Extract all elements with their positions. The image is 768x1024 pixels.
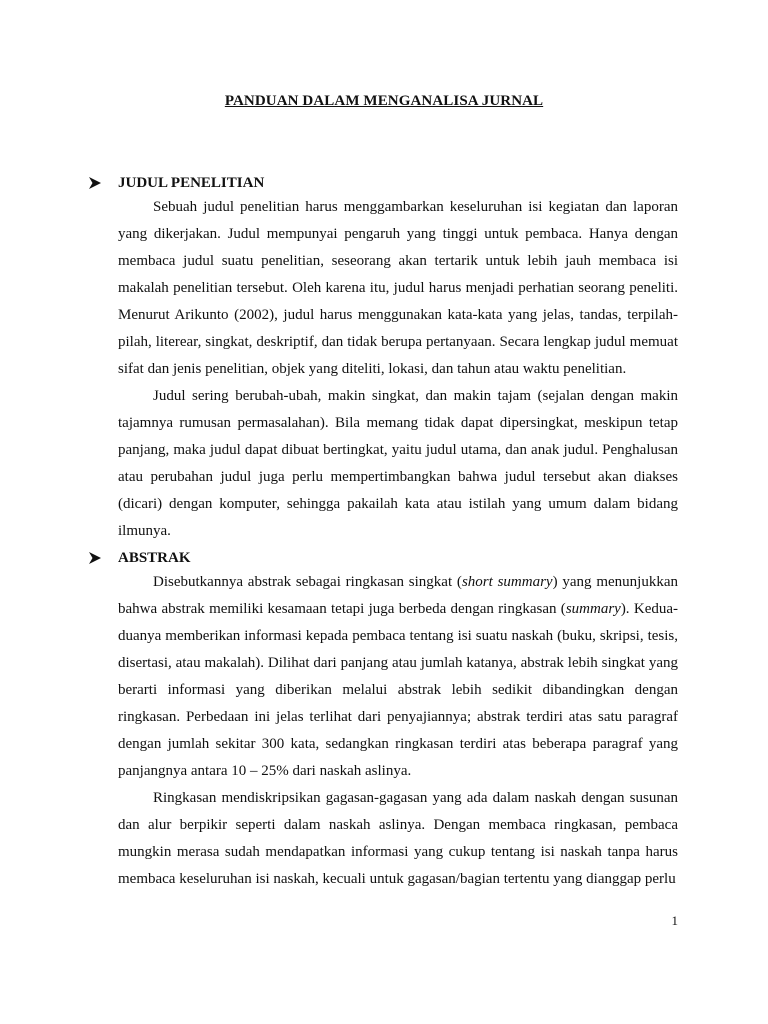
page-number: 1 — [671, 913, 678, 928]
arrowhead-bullet-icon — [88, 552, 102, 564]
section-heading — [118, 172, 678, 194]
section-abstrak — [118, 547, 678, 893]
italic-term: summary — [565, 601, 621, 617]
section-judul-penelitian — [118, 172, 678, 545]
paragraph-text: ). Kedua-duanya memberikan informasi kepada pembaca tentang isi suatu naskah (buku, skripsi, tesis, disertasi, atau makalah). Dilihat dari panjang atau jumlah katanya, abstrak lebih singkat yang berarti informasi yang diberikan melalui abstrak lebih sedikit dibandingkan dengan ringkasan. Perbedaan ini jelas terlihat dari penyajiannya; abstrak terdiri atas satu paragraf dengan jumlah sekitar 300 kata, sedangkan ringkasan terdiri atas beberapa paragraf yang panjangnya antara 10 – 25% dari naskah aslinya. — [118, 601, 679, 779]
section-heading-text: JUDUL PENELITIAN — [118, 175, 265, 191]
paragraph: Ringkasan mendiskripsikan gagasan-gagasan yang ada dalam naskah dengan susunan dan alur berpikir seperti dalam naskah aslinya. Dengan membaca ringkasan, pembaca mungkin merasa sudah mendapatkan informasi yang cukup tentang isi naskah tanpa harus membaca keseluruhan isi naskah, kecuali untuk gagasan/bagian tertentu yang dianggap perlu — [118, 790, 678, 887]
paragraph — [118, 569, 678, 785]
italic-term: short summary — [461, 574, 553, 590]
arrowhead-bullet-icon — [88, 177, 102, 189]
page-title: PANDUAN DALAM MENGANALISA JURNAL — [224, 93, 544, 109]
paragraph-text: ) yang menunjukkan bahwa abstrak memiliki kesamaan tetapi juga berbeda dengan ringkasan ( — [118, 574, 679, 617]
section-heading — [118, 547, 678, 569]
section-heading-text: ABSTRAK — [118, 550, 191, 566]
paragraph: Sebuah judul penelitian harus menggambarkan keseluruhan isi kegiatan dan laporan yang dikerjakan. Judul mempunyai pengaruh yang tinggi untuk pembaca. Hanya dengan membaca judul suatu penelitian, seseorang akan tertarik untuk lebih jauh membaca isi makalah penelitian tersebut. Oleh karena itu, judul harus menjadi perhatian seorang peneliti. Menurut Arikunto (2002), judul harus menggunakan kata-kata yang jelas, tandas, terpilah-pilah, literear, singkat, deskriptif, dan tidak berupa pertanyaan. Secara lengkap judul memuat sifat dan jenis penelitian, objek yang diteliti, lokasi, dan tahun atau waktu penelitian. — [118, 199, 678, 377]
paragraph: Judul sering berubah-ubah, makin singkat, dan makin tajam (sejalan dengan makin tajamnya rumusan permasalahan). Bila memang tidak dapat dipersingkat, meskipun tetap panjang, maka judul dapat dibuat bertingkat, yaitu judul utama, dan anak judul. Penghalusan atau perubahan judul juga perlu mempertimbangkan bahwa judul tersebut akan diakses (dicari) dengan komputer, sehingga pakailah kata atau istilah yang umum dalam bidang ilmunya. — [118, 388, 678, 539]
paragraph-text: Disebutkannya abstrak sebagai ringkasan singkat ( — [153, 574, 462, 590]
